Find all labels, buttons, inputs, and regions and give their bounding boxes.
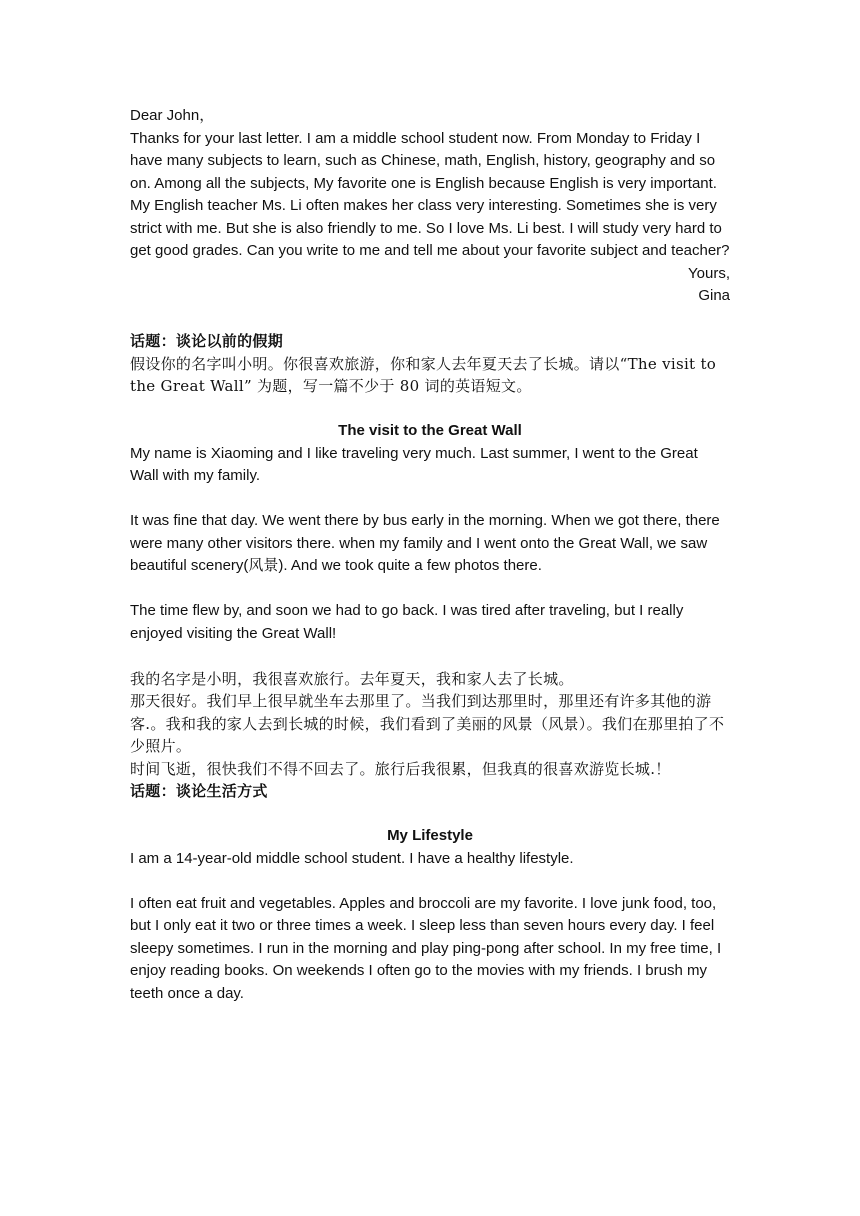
topic1-translation-3: 时间飞逝，很快我们不得不回去了。旅行后我很累，但我真的很喜欢游览长城.！ bbox=[130, 759, 671, 778]
topic1-paragraph-1: My name is Xiaoming and I like traveling very much. Last summer, I went to the Great Wall with my family. bbox=[130, 444, 698, 484]
topic1-paragraph-2: It was fine that day. We went there by bus early in the morning. When we got there, there were many other visitors there. when my family and I went onto the Great Wall, we saw beautiful scenery(风景). And we took quite a few photos there. bbox=[130, 512, 720, 574]
topic1-translation-2: 那天很好。我们早上很早就坐车去那里了。当我们到达那里时，那里还有许多其他的游客.。我和我的家人去到长城的时候，我们看到了美丽的风景（风景）。我们在那里拍了不少照片。 bbox=[130, 692, 725, 755]
letter-signature: Gina bbox=[698, 287, 730, 304]
document-content bbox=[130, 105, 730, 1005]
letter-body: Thanks for your last letter. I am a middle school student now. From Monday to Friday I have many subjects to learn, such as Chinese, math, English, history, geography and so on. Among all the subjects, My favorite one is English because English is very important. My English teacher Ms. Li often makes her class very interesting. Sometimes she is very strict with me. But she is also friendly to me. So I love Ms. Li best. I will study very hard to get good grades. Can you write to me and tell me about your favorite subject and teacher? bbox=[130, 129, 730, 259]
topic1-translation-1: 我的名字是小明，我很喜欢旅行。去年夏天，我和家人去了长城。 bbox=[130, 669, 574, 688]
topic1-paragraph-3: The time flew by, and soon we had to go back. I was tired after traveling, but I really enjoyed visiting the Great Wall! bbox=[130, 602, 684, 642]
letter-closing: Yours, bbox=[688, 264, 730, 282]
topic2-paragraph-1: I am a 14-year-old middle school student. I have a healthy lifestyle. bbox=[130, 849, 574, 867]
topic2-heading: 话题：谈论生活方式 bbox=[130, 782, 268, 800]
topic2-paragraph-2: I often eat fruit and vegetables. Apples and broccoli are my favorite. I love junk food, too, but I only eat it two or three times a week. I sleep less than seven hours every day. I feel sleepy sometimes. I run in the morning and play ping-pong after school. In my free time, I enjoy reading books. On weekends I often go to the movies with my friends. I brush my teeth once a day. bbox=[130, 894, 722, 1002]
topic1-prompt: 假设你的名字叫小明。你很喜欢旅游，你和家人去年夏天去了长城。请以“The visit to the Great Wall” 为题，写一篇不少于 80 词的英语短文。 bbox=[130, 354, 717, 395]
letter-salutation: Dear John， bbox=[130, 107, 215, 124]
topic2-essay-title: My Lifestyle bbox=[387, 827, 473, 844]
topic1-essay-title: The visit to the Great Wall bbox=[338, 422, 522, 439]
topic1-heading: 话题：谈论以前的假期 bbox=[130, 332, 284, 350]
